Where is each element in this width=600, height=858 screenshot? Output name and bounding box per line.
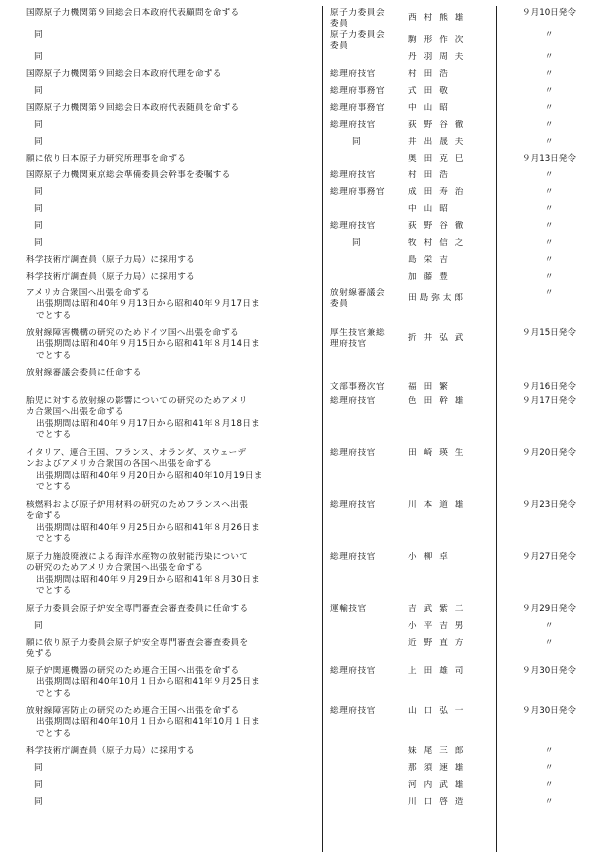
description-line: イタリア、連合王国、フランス、オランダ、スウェーデ [26,448,247,458]
person-name: 駒形作次 [408,35,471,45]
issue-date: 〃 [544,255,554,265]
appointment-description [26,604,320,615]
description-line: でとする [36,586,72,597]
appointment-row [0,204,600,221]
appointment-description [26,120,320,131]
issue-date: 〃 [544,103,554,113]
person-name: 吉武紫二 [408,604,471,614]
official-title [330,137,406,148]
person-name: 牧村信之 [408,238,471,248]
title-line: 総理府技官 [330,396,376,406]
description-line: 原子力委員会原子炉安全専門審査会審査委員に任命する [26,604,249,614]
appointment-row [0,797,600,814]
appointment-description [26,255,320,266]
description-line: 出張期間は昭和40年９月17日から昭和41年８月18日ま [36,418,261,429]
appointment-row [0,448,600,500]
issue-date: ９月20日発令 [522,448,576,458]
person-name: 井出晟夫 [408,137,471,147]
description-line: 出張期間は昭和40年10月１日から昭和41年９月25日ま [36,677,261,688]
title-line: 総理府技官 [330,120,376,130]
appointment-description [26,221,320,232]
title-line: 総理府技官 [330,500,376,510]
issue-date: 〃 [544,120,554,130]
appointment-row [0,368,600,382]
title-line: 同 [352,137,362,147]
official-title [330,706,406,717]
title-line: 原子力委員会 [330,30,386,40]
description-line: でとする [36,728,72,739]
appointment-row [0,170,600,187]
appointment-description [26,154,320,165]
issue-date: 〃 [544,621,554,631]
description-line: 放射線審議会委員に任命する [26,368,142,378]
description-line: ンおよびアメリカ合衆国の各国へ出張を命ずる [26,459,213,470]
person-name: 川本道雄 [408,500,471,510]
person-name: 荻野谷徹 [408,221,471,231]
issue-date: 〃 [544,746,554,756]
person-name: 妹尾三郎 [408,746,471,756]
appointment-description [26,137,320,148]
appointment-row [0,255,600,272]
issue-date: ９月29日発令 [522,604,576,614]
appointment-description [26,30,320,41]
person-name: 荻野谷徹 [408,120,471,130]
appointment-row [0,328,600,368]
appointment-description [26,103,320,114]
person-name: 田島弥太郎 [408,293,466,303]
appointment-row [0,8,600,30]
description-line: 同 [34,780,43,790]
description-line: の研究のためアメリカ合衆国へ出張を命ずる [26,563,204,574]
official-title [330,500,406,511]
appointment-description [26,396,320,442]
issue-date: 〃 [544,187,554,197]
description-line: 国際原子力機関第９回総会日本政府代表随員を命ずる [26,103,240,113]
appointment-row [0,288,600,328]
title-line: 運輸技官 [330,604,367,614]
appointment-row [0,187,600,204]
official-title [330,382,406,393]
official-title [330,103,406,114]
appointment-row [0,552,600,604]
person-name: 折井弘武 [408,333,471,343]
issue-date: ９月23日発令 [522,500,576,510]
description-line: 国際原子力機関第９回総会日本政府代表顧問を命ずる [26,8,240,18]
description-line: 同 [34,52,43,62]
person-name: 上田雄司 [408,666,471,676]
official-title [330,221,406,232]
official-title [330,8,406,31]
appointment-row [0,137,600,154]
person-name: 福田繁 [408,382,455,392]
appointment-description [26,8,320,19]
title-line: 総理府事務官 [330,187,386,197]
description-line: でとする [36,482,72,493]
description-line: 同 [34,797,43,807]
person-name: 小柳卓 [408,552,455,562]
title-line: 総理府事務官 [330,86,386,96]
person-name: 村田浩 [408,170,455,180]
official-title [330,604,406,615]
person-name: 中山昭 [408,103,455,113]
issue-date: 〃 [544,137,554,147]
person-name: 中山昭 [408,204,455,214]
description-line: 原子炉関連機器の研究のため連合王国へ出張を命ずる [26,666,240,676]
title-line: 総理府技官 [330,221,376,231]
description-line: 同 [34,86,43,96]
appointment-row [0,500,600,552]
issue-date: 〃 [544,780,554,790]
description-line: 同 [34,30,43,40]
title-line: 総理府技官 [330,448,376,458]
issue-date: 〃 [544,638,554,648]
appointment-description [26,621,320,632]
description-line: アメリカ合衆国へ出張を命ずる [26,288,150,298]
description-line: 同 [34,137,43,147]
issue-date: 〃 [544,204,554,214]
description-line: 免ずる [26,649,53,660]
appointment-description [26,368,320,379]
description-line: を命ずる [26,511,62,522]
official-title [330,238,406,249]
official-title [330,552,406,563]
person-name: 河内武雄 [408,780,471,790]
official-title [330,69,406,80]
appointment-description [26,797,320,808]
appointment-description [26,638,320,661]
person-name: 式田敬 [408,86,455,96]
issue-date: 〃 [544,763,554,773]
official-title [330,30,406,53]
issue-date: ９月30日発令 [522,666,576,676]
issue-date: ９月10日発令 [522,8,576,18]
title-line: 理府技官 [330,339,367,350]
appointment-description [26,746,320,757]
title-line: 同 [352,238,362,248]
appointment-list [0,8,600,814]
title-line: 原子力委員会 [330,8,386,18]
person-name: 色田幹雄 [408,396,471,406]
issue-date: ９月27日発令 [522,552,576,562]
appointment-description [26,86,320,97]
appointment-row [0,272,600,288]
description-line: でとする [36,310,72,321]
person-name: 川口啓造 [408,797,471,807]
appointment-description [26,666,320,700]
appointment-description [26,552,320,598]
title-line: 放射線審議会 [330,288,386,298]
issue-date: 〃 [544,238,554,248]
appointment-row [0,780,600,797]
official-title [330,120,406,131]
description-line: 胎児に対する放射線の影響についての研究のためアメリ [26,396,248,406]
appointment-description [26,170,320,181]
official-title [330,666,406,677]
description-line: 放射線障害機構の研究のためドイツ国へ出張を命ずる [26,328,240,338]
appointment-row [0,666,600,706]
description-line: 科学技術庁調査員（原子力局）に採用する [26,255,195,265]
appointment-description [26,448,320,494]
issue-date: 〃 [544,221,554,231]
appointment-row [0,382,600,396]
appointment-description [26,272,320,283]
title-line: 文部事務次官 [330,382,386,392]
appointment-description [26,52,320,63]
official-title [330,187,406,198]
appointment-description [26,288,320,322]
issue-date: ９月16日発令 [522,382,576,392]
appointment-row [0,706,600,746]
title-line: 総理府技官 [330,69,376,79]
appointment-row [0,30,600,52]
person-name: 西村熊雄 [408,13,471,23]
title-line: 総理府技官 [330,706,376,716]
title-line: 委員 [330,19,349,30]
issue-date: 〃 [544,797,554,807]
title-line: 委員 [330,41,349,52]
appointment-description [26,328,320,362]
appointment-row [0,621,600,638]
person-name: 山口弘一 [408,706,471,716]
issue-date: 〃 [544,272,554,282]
appointment-description [26,706,320,740]
appointment-row [0,238,600,255]
description-line: 原子力施設廃液による海洋水産物の放射能汚染について [26,552,249,562]
description-line: 出張期間は昭和40年９月15日から昭和41年８月14日ま [36,339,261,350]
description-line: 国際原子力機関第９回総会日本政府代理を命ずる [26,69,222,79]
official-title [330,448,406,459]
appointment-description [26,780,320,791]
description-line: 出張期間は昭和40年９月29日から昭和41年８月30日ま [36,574,261,585]
appointment-description [26,187,320,198]
description-line: 科学技術庁調査員（原子力局）に採用する [26,272,195,282]
appointment-row [0,52,600,69]
title-line: 総理府事務官 [330,103,386,113]
appointment-row [0,604,600,621]
issue-date: 〃 [544,52,554,62]
title-line: 委員 [330,299,349,310]
description-line: でとする [36,350,72,361]
appointment-description [26,238,320,249]
person-name: 成田寿治 [408,187,471,197]
appointment-row [0,221,600,238]
appointment-row [0,396,600,448]
issue-date: 〃 [544,170,554,180]
official-title [330,396,406,407]
description-line: 出張期間は昭和40年10月１日から昭和41年10月１日ま [36,717,261,728]
title-line: 総理府技官 [330,552,376,562]
issue-date: ９月13日発令 [522,154,576,164]
issue-date: ９月15日発令 [522,328,576,338]
appointment-description [26,204,320,215]
description-line: 同 [34,120,43,130]
description-line: 同 [34,763,43,773]
person-name: 加藤豊 [408,272,455,282]
appointment-row [0,120,600,137]
appointment-description [26,69,320,80]
description-line: でとする [36,688,72,699]
description-line: 同 [34,187,43,197]
description-line: 核燃料および原子炉用材料の研究のためフランスへ出張 [26,500,249,510]
description-line: 同 [34,238,43,248]
description-line: 同 [34,621,43,631]
description-line: 放射線障害防止の研究のため連合王国へ出張を命ずる [26,706,240,716]
person-name: 小平吉男 [408,621,471,631]
appointment-row [0,746,600,763]
person-name: 丹羽周夫 [408,52,471,62]
description-line: 同 [34,221,43,231]
title-line: 厚生技官兼総 [330,328,386,338]
appointment-description [26,500,320,546]
title-line: 総理府技官 [330,170,376,180]
description-line: カ合衆国へ出張を命ずる [26,407,124,418]
appointment-row [0,86,600,103]
description-line: 同 [34,204,43,214]
official-title [330,86,406,97]
description-line: でとする [36,430,72,441]
description-line: 願に依り日本原子力研究所理事を命ずる [26,154,187,164]
issue-date: ９月17日発令 [522,396,576,406]
issue-date: 〃 [544,288,554,298]
description-line: 出張期間は昭和40年９月13日から昭和40年９月17日ま [36,299,261,310]
appointment-row [0,154,600,170]
appointment-row [0,103,600,120]
person-name: 奥田克巳 [408,154,471,164]
appointment-description [26,763,320,774]
description-line: でとする [36,534,72,545]
issue-date: ９月30日発令 [522,706,576,716]
official-title [330,328,406,351]
title-line: 総理府技官 [330,666,376,676]
appointment-row [0,638,600,666]
appointment-row [0,763,600,780]
description-line: 国際原子力機関東京総会準備委員会幹事を委嘱する [26,170,231,180]
description-line: 出張期間は昭和40年９月25日から昭和41年８月26日ま [36,522,261,533]
person-name: 近野直方 [408,638,471,648]
official-title [330,288,406,311]
person-name: 田崎瑛生 [408,448,471,458]
appointment-row [0,69,600,86]
description-line: 願に依り原子力委員会原子炉安全専門審査会審査委員を [26,638,249,648]
official-title [330,170,406,181]
description-line: 出張期間は昭和40年９月20日から昭和40年10月19日ま [36,470,263,481]
person-name: 那須速雄 [408,763,471,773]
description-line: 科学技術庁調査員（原子力局）に採用する [26,746,195,756]
person-name: 村田浩 [408,69,455,79]
issue-date: 〃 [544,69,554,79]
person-name: 島栄吉 [408,255,455,265]
issue-date: 〃 [544,30,554,40]
issue-date: 〃 [544,86,554,96]
